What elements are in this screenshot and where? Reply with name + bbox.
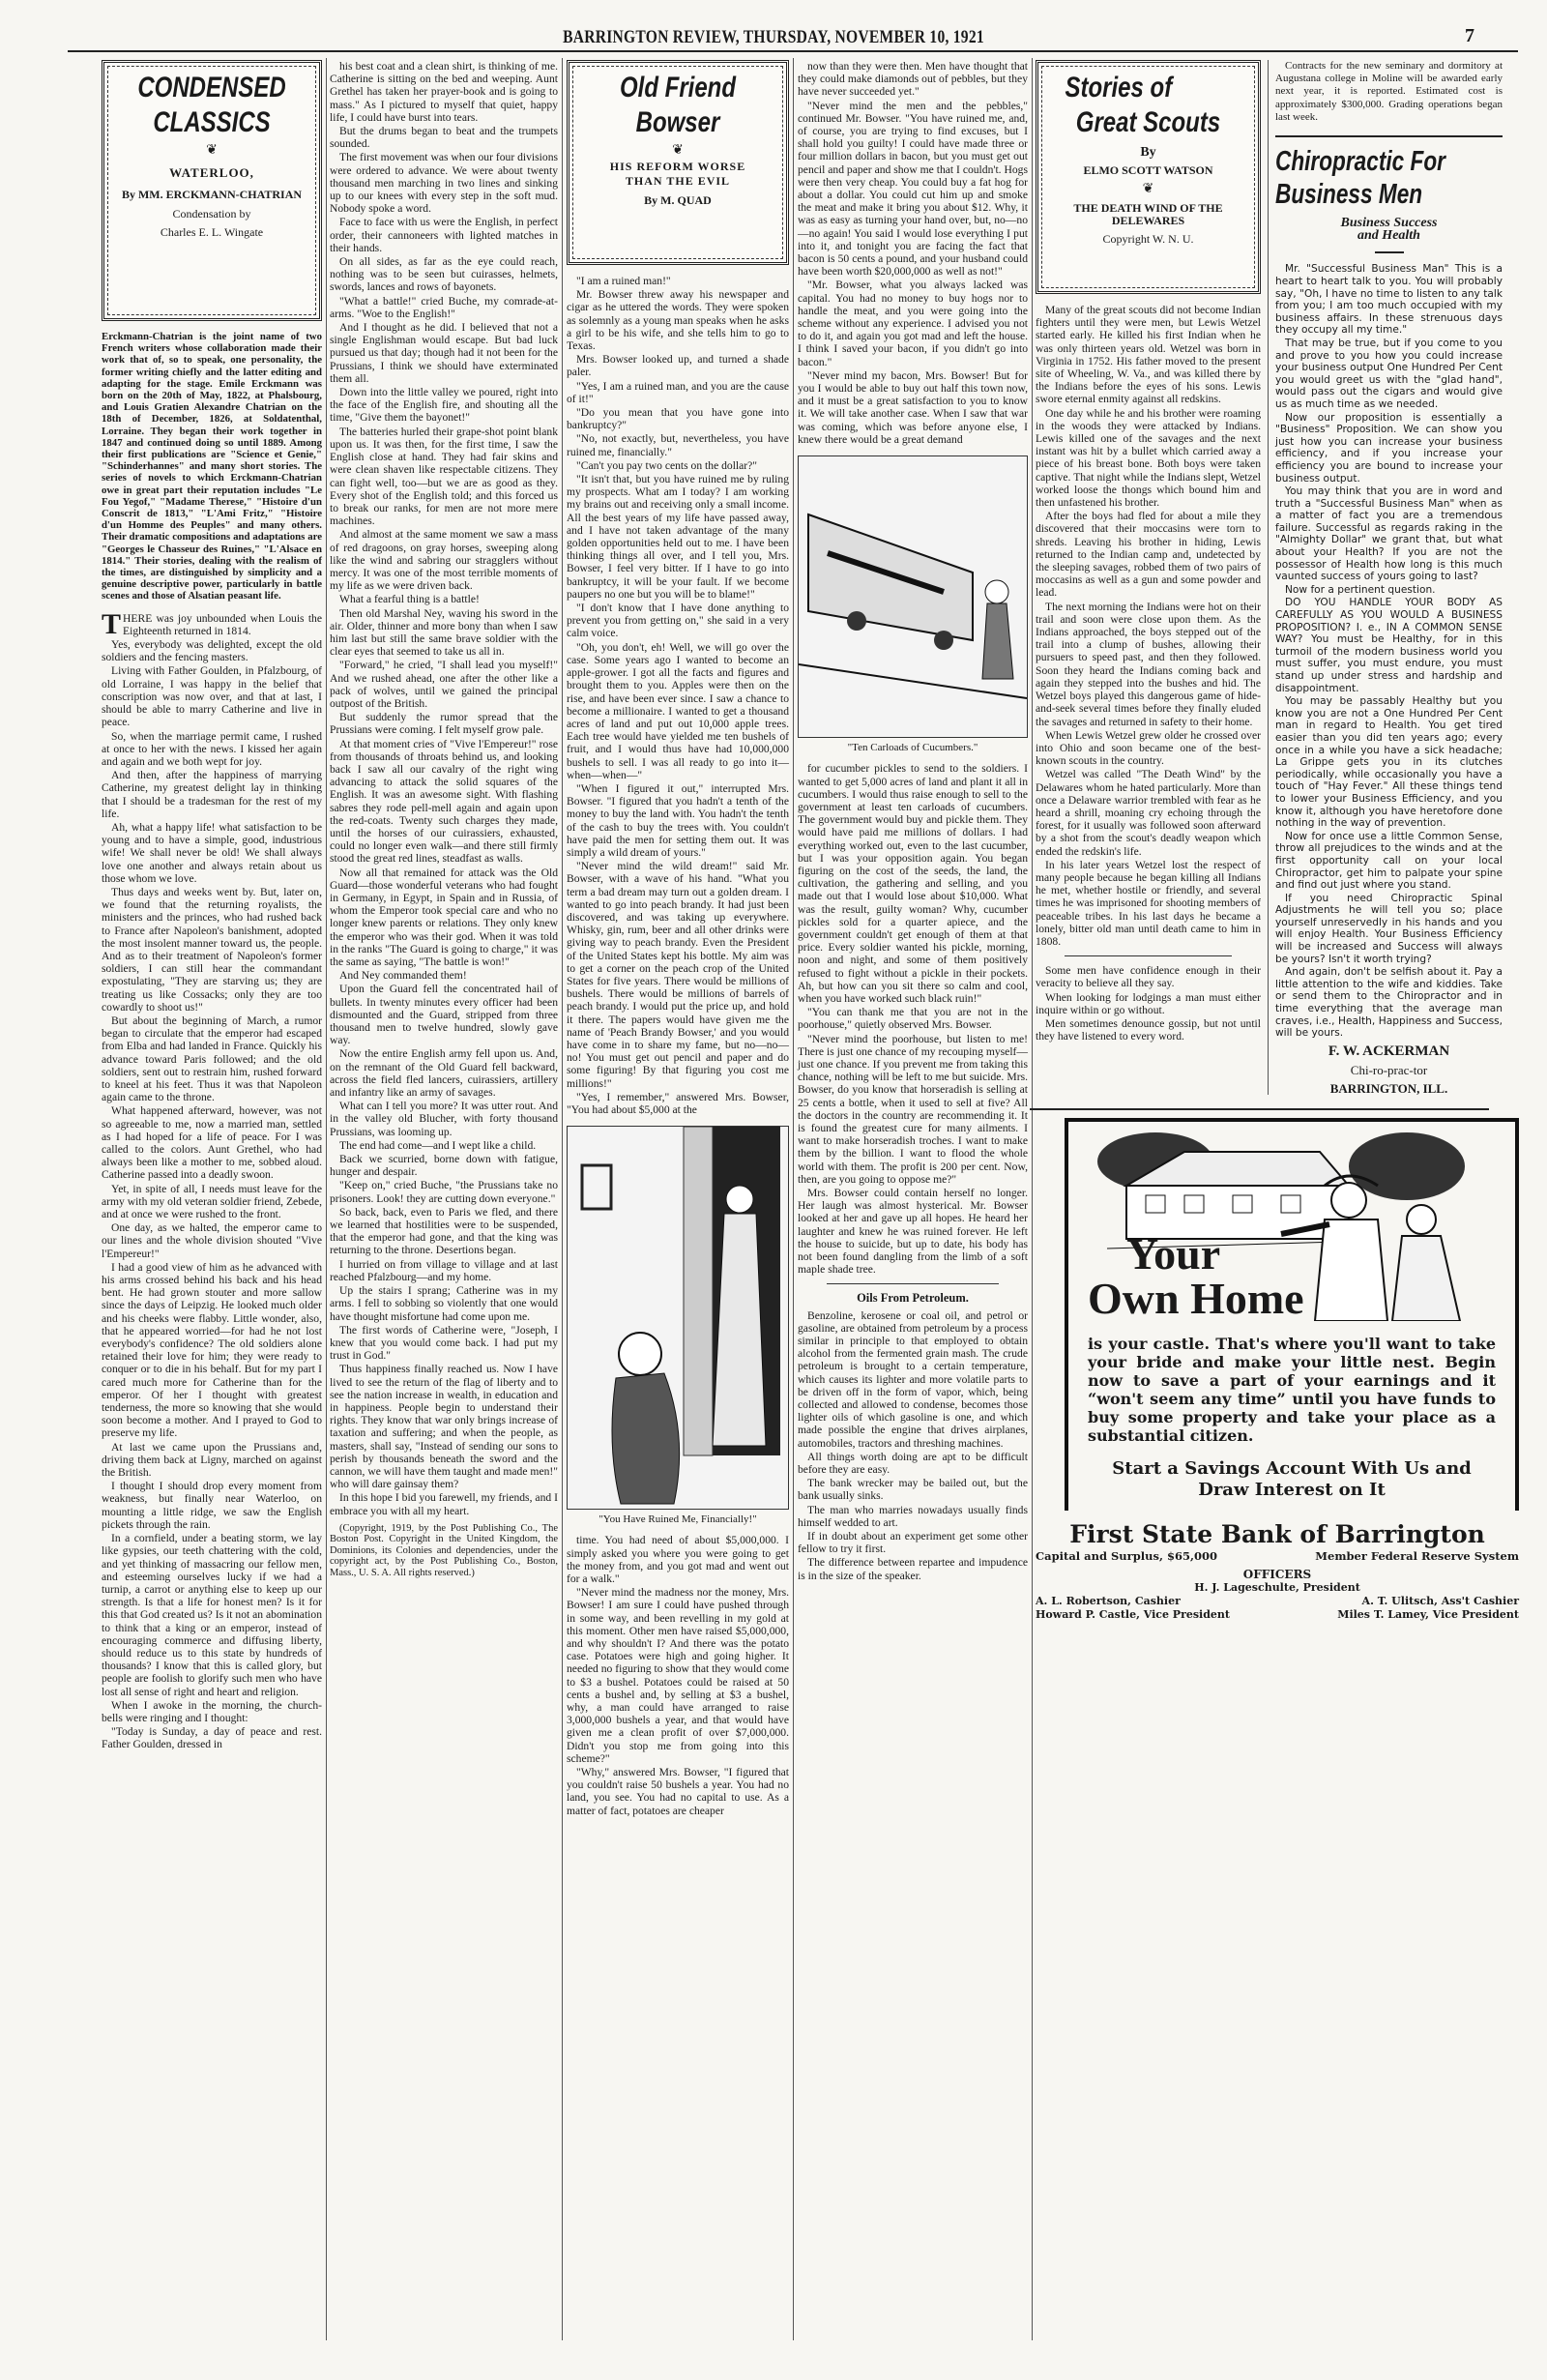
paragraph: now than they were then. Men have thought that they could make diamonds out of pebbles, but they have never succeeded yet." — [798, 60, 1028, 99]
paragraph: If in doubt about an experiment get some other fellow to try it first. — [798, 1530, 1028, 1556]
paragraph: Then old Marshal Ney, waving his sword in the air. Older, thinner and more bony than when I saw him last but still the same brave soldier with the clear eyes that seemed to take us all in. — [330, 606, 558, 659]
chiropractic-ad — [1275, 60, 1503, 1095]
paragraph: "Never mind the wild dream!" said Mr. Bowser, with a wave of his hand. "What you term a bad dream may turn out a golden dream. I wanted to go into peach brandy. It had just been discovered, and was taking up everywhere. Whisky, gin, rum, beer and all other drinks were giving way to peach brandy. Even the President of the United States kept his bottle. My aim was to get a corner on the peach crop of the United States for five years. There would be millions of bushels. There would be millions of barrels of peach brandy. I would put the price up, and hold it there. The papers would have given me the name of 'Peach Brandy Bowser,' and you would have come in to share my fame, but no—no—no! You must get out pencil and paper and do some figuring! By that figuring you cost me millions!" — [567, 860, 789, 1090]
paragraph: Now for a pertinent question. — [1285, 583, 1436, 596]
ad-frame — [1065, 1118, 1519, 1511]
paragraph: The first movement was when our four divisions were ordered to advance. We were about twenty thousand men marching in two lines and sinking up to our knees with every step in the soft mud. Nobody spoke a word. — [330, 151, 558, 216]
paragraph: Face to face with us were the English, in perfect order, their cannoneers with lighted matches in their hands. — [330, 216, 558, 254]
article-body — [798, 60, 1028, 446]
condensed-classics-heading-box — [102, 60, 322, 321]
divider — [1275, 135, 1503, 137]
paragraph: "Do you mean that you have gone into bankruptcy?" — [567, 406, 789, 432]
divider — [1065, 955, 1232, 956]
page-number: 7 — [1465, 25, 1474, 46]
paragraph: If you need Chiropractic Spinal Adjustments he will tell you so; place yourself unreservedly in his hands and you will enjoy Health. Your Business Efficiency will be increased and Success will always be yours? Isn't it worth trying? — [1275, 892, 1503, 965]
paragraph: That may be true, but if you come to you and prove to you how you could increase your business output One Hundred Per Cent you would greet us with the "glad hand", would pass out the cigars and would give us as much time as we needed. — [1275, 337, 1503, 410]
cartoon-illustration — [798, 455, 1028, 738]
paragraph: I had a good view of him as he advanced with his arms crossed behind his back and his head bent. He had grown stouter and more sallow since the days of Leipzig. He looked much older and his cheeks were flabby. Little wonder, also, that he appeared worried—for had he not lost everybody's confidence? The old soldiers alone retained their love for him; they were ready to conquer or to die in his behalf. But for my part I cared much more for Catherine than for the emperor. Of her I thought with greatest tenderness, the more so knowing that she would soon become a mother. And I prayed to God to preserve my life. — [102, 1260, 322, 1440]
chiropractic-title: Business Men — [1275, 179, 1423, 211]
paragraph: Thus happiness finally reached us. Now I have lived to see the return of the flag of liberty and to see the nation increase in wealth, in education and in happiness. People begin to understand their rights. They know that war only brings increase of taxation and suffering; and when the people, as masters, shall say, "Instead of sending our sons to perish by thousands beneath the sword and the cannon, we will have them taught and made men!" who will dare gainsay them? — [330, 1363, 558, 1491]
paragraph: Now our proposition is essentially a "Business" Proposition. We can show you just how you can increase your business efficiency, and if you increase your efficiency you are bound to increase your business output. — [1275, 411, 1503, 485]
article-body — [567, 275, 789, 1116]
filler-items — [798, 1451, 1028, 1582]
paragraph: "When I figured it out," interrupted Mrs. Bowser. "I figured that you hadn't a tenth of the money to buy the land with. You hadn't the tenth of the cash to buy the trees with. You couldn't have paid the men for setting them out. It was simply a wild dream of yours." — [567, 781, 789, 859]
paragraph: Men sometimes denounce gossip, but not until they have listened to every word. — [1036, 1016, 1261, 1043]
paragraph: One day, as we halted, the emperor came to our lines and the whole division shouted "Vive l'Empereur!" — [102, 1221, 322, 1260]
paragraph: Ah, what a happy life! what satisfaction to be young and to have a simple, good, industrious wife! We shall never be old! We shall always love one another and always retain about us those whom we love. — [102, 820, 322, 885]
ornament-icon: ❦ — [206, 143, 218, 158]
paragraph: And Ney commanded them! — [339, 969, 467, 983]
masthead: BARRINGTON REVIEW, THURSDAY, NOVEMBER 10, 1921 — [563, 27, 984, 47]
officer-president: H. J. Lageschulte, President — [1194, 1581, 1360, 1595]
article-subtitle: THE DEATH WIND OF THE DELEWARES — [1073, 200, 1223, 227]
paragraph: Now the entire English army fell upon us. And, on the remnant of the Old Guard fell backward, across the field fled lancers, cuirassiers, artillery and infantry like an army of savages. — [330, 1047, 558, 1100]
cartoon-caption: "You Have Ruined Me, Financially!" — [598, 1513, 757, 1526]
paragraph: What happened afterward, however, was not so agreeable to me, now a married man, settled as I had hoped for a life of peace. For I was called to the colors. Aunt Grethel, who had always been like a mother to me, sobbed aloud. Catherine passed into a deadly swoon. — [102, 1104, 322, 1182]
paragraph: And again, don't be selfish about it. Pay a little attention to the wife and kiddies. Take or send them to the Chiropractor and in time everything that the average man craves, i.e., Health, Happiness and Success, will be yours. — [1275, 966, 1503, 1040]
right-section — [1036, 60, 1524, 1622]
copyright-notice: (Copyright, 1919, by the Post Publishing Co., The Boston Post. Copyright in the United Kingdom, the Dominions, its Colonies and dependencies, under the copyright act, by the Post Publishing Co., Boston, Mass., U. S. A. All rights reserved.) — [330, 1522, 558, 1578]
article-body — [798, 762, 1028, 1276]
paragraph: I thought I should drop every moment from weakness, but finally near Waterloo, on mounting a little ridge, we saw the English pickets through the rain. — [102, 1480, 322, 1531]
paragraph: "Never mind my bacon, Mrs. Bowser! But for you I would be able to buy out half this town now, and it must be a great satisfaction to you to know it. We will take another case. When I saw that war was coming, which was before anyone else, I knew there would be a great demand — [798, 368, 1028, 446]
paragraph: The difference between repartee and impudence is in the size of the speaker. — [798, 1556, 1028, 1582]
column-rule — [562, 58, 563, 2340]
bowser-heading-box — [567, 60, 789, 265]
right-columns — [1036, 60, 1524, 1095]
paragraph: Living with Father Goulden, in Pfalzbourg, of old Lorraine, I was happy in the belief that conscription was now over, and that at last, I should be able to marry Catherine and live in peace. — [102, 664, 322, 729]
divider — [1375, 251, 1404, 253]
paragraph: "Never mind the poorhouse, but listen to me! There is just one chance of my recouping myself—just one chance. If you prevent me from taking this chance, nothing will be left to me but suicide. Mrs. Bowser, do you know that horseradish is selling at 25 cents a bottle, when it used to sell at five? All the doctors in the country are recommending it. It is found the greatest cure for many ailments. I want to make horseradish troches. I want to make them by the billion. I want to flood the whole world with them. The profit is 200 per cent. Now, then, are you going to oppose me?" — [798, 1032, 1028, 1186]
article-body — [102, 607, 322, 1751]
paragraph: Yet, in spite of all, I needs must leave for the army with my old veteran soldier friend, Zebede, and at once we were rushed to the front. — [102, 1182, 322, 1221]
ornament-icon: ❦ — [672, 143, 684, 158]
bank-officers — [1036, 1568, 1519, 1622]
paragraph: The bank wrecker may be bailed out, but the bank usually sinks. — [798, 1477, 1028, 1503]
paragraph: When looking for lodgings a man must either inquire within or go without. — [1036, 990, 1261, 1016]
oils-from-petroleum-heading: Oils From Petroleum. — [857, 1291, 969, 1306]
paragraph: When I awoke in the morning, the church-bells were ringing and I thought: — [102, 1698, 322, 1724]
great-scouts-article — [1036, 60, 1261, 1095]
paragraph: One day while he and his brother were roaming in the woods they were attacked by Indians. Lewis killed one of the savages and the next instant was hit by a bullet which carried away a piece of his breast bone. Both boys were taken captive. That night while the Indians slept, Wetzel worked loose the thongs which bound him and then unfastened his brother. — [1036, 406, 1261, 510]
paragraph: I hurried on from village to village and at last reached Pfalzbourg—and my home. — [330, 1257, 558, 1283]
paragraph: Many of the great scouts did not become Indian fighters until they were men, but Lewis Wetzel started early. He killed his first Indian when he was only thirteen years old. Wetzel was born in Virginia in 1752. His father moved to the present site of Wheeling, W. Va., and was killed there by the Indians before the eyes of his sons. Lewis swore eternal enmity against all redskins. — [1036, 304, 1261, 406]
ornament-icon: ❦ — [1142, 182, 1154, 197]
advertiser-location: BARRINGTON, ILL. — [1329, 1081, 1448, 1097]
ad-headline: Own Home — [1088, 1274, 1304, 1324]
paragraph: Mr. "Successful Business Man" This is a heart to heart talk to you. You will probably say, "Oh, I have no time to listen to any talk from you; I am too much occupied with my business affairs. In these strenuous days they occupy all my time." — [1275, 263, 1503, 337]
paragraph: "Why," answered Mrs. Bowser, "I figured that you couldn't raise 50 bushels a year. You had no land, you see. You had no capital to use. As a matter of fact, potatoes are cheaper — [567, 1766, 789, 1817]
augustana-contracts-item: Contracts for the new seminary and dormitory at Augustana college in Moline will be awarded early next year, it is reported. Estimated cost is approximately $300,000. Grading operations began last week. — [1275, 60, 1503, 123]
paragraph: At last we came upon the Prussians and, driving them back at Ligny, marched on against the British. — [102, 1440, 322, 1480]
officers-heading: OFFICERS — [1242, 1568, 1312, 1582]
column-rule — [1032, 58, 1033, 2340]
old-friend-bowser-article — [567, 60, 789, 1818]
paragraph: "I don't know that I have done anything to prevent you from getting on," she said in a very calm voice. — [567, 602, 789, 640]
column-rule — [326, 58, 327, 2340]
ad-headline: Your — [1126, 1229, 1221, 1279]
ad-top-rule — [1030, 1108, 1489, 1110]
article-title: CLASSICS — [153, 106, 271, 138]
paragraph: Mrs. Bowser could contain herself no longer. Her laugh was almost hysterical. Mr. Bowser looked at her and gave up all hopes. He heard her laughter and knew he was ruined forever. He left the house to suicide, but up to date, his body has not been found dangling from the limb of a soft maple shade tree. — [798, 1187, 1028, 1277]
paragraph: "Never mind the men and the pebbles," continued Mr. Bowser. "You have ruined me, and, of course, you are trying to find excuses, but I shall hold you guilty! I could have made three or four million dollars in bacon, but you must get out pencil and paper and show me that I couldn't. Hogs were then very cheap. You could buy a fat hog for about a dollar. You could cut him up and smoke the meat and make it bring you about $12. Why, it was as easy as turning your hand over, but, no—no—no again! You said I would lose everything I put into it, and tonight you are facing the fact that bacon is 50 cents a pound, and your husband could have been worth $20,000,000 as well as not!" — [798, 99, 1028, 279]
bowser-article-continued — [798, 60, 1028, 1583]
paragraph: So back, back, even to Paris we fled, and there we learned that hostilities were to be suspended, that the emperor had gone, and that the king was returning to the throne. Desertions began. — [330, 1205, 558, 1257]
article-body — [1036, 304, 1261, 948]
chiropractic-body — [1275, 263, 1503, 1039]
byline: ELMO SCOTT WATSON — [1083, 163, 1213, 178]
author-intro: Erckmann-Chatrian is the joint name of two French writers whose collaboration made their work that of, so to speak, one personality, the former writing chiefly and the latter editing and adapting for the stage. Emile Erckmann was born on the 20th of May, 1822, at Phalsbourg, and Louis Gratien Alexandre Chatrian on the 18th of December, 1826, at Soldatenthal, Lorraine. They began their work together in 1847 and continued doing so until 1889. Among their first publications are "Science et Genie," "Schinderhannes" and many short stories. The series of novels to which Erckmann-Chatrian owe in great part their reputation includes "Le Fou Yegof," "Madame Therese," "Histoire d'un Conscrit de 1813," "L'Ami Fritz," "Histoire d'un Homme des Peuples" and many others. Their dramatic compositions and adaptations are "Georges le Chasseur des Ruines," "L'Alsace en 1814." Their stories, dealing with the realism of the times, are distinguished by simplicity and a genuine descriptive power, particularly in battle scenes and those of Alsatian peasant life. — [102, 331, 322, 602]
paragraph: "What a battle!" cried Buche, my comrade-at-arms. "Woe to the English!" — [330, 294, 558, 320]
great-scouts-heading-box — [1036, 60, 1261, 294]
paragraph: The next morning the Indians were hot on their trail and soon were close upon them. As the Indians approached, the boys stepped out of the trail into a clump of bushes, allowing their pursuers to speed past, and then they followed. Soon they heard the Indians coming back and again they stepped into the bushes and hid. The Wetzel boys played this dangerous game of hide-and-seek several times before they finally eluded the savages and returned in safety to their home. — [1036, 600, 1261, 728]
paragraph: "Never mind the madness nor the money, Mrs. Bowser! I am sure I could have pushed through in some way, and been revelling in my gold at this moment. Other men have raised $5,000,000, and why shouldn't I? And there was the potato case. Potatoes were high and going higher. It needed no figuring to show that they would come to $3 a bushel. Potatoes could be raised at 50 cents a bushel and, by selling at $3 a bushel, why, a man could have arranged to raise 3,000,000 bushels a year, and that would have given me a clean profit of over $7,000,000. Didn't you stop me from going into this scheme?" — [567, 1586, 789, 1765]
oils-from-petroleum-text: Benzoline, kerosene or coal oil, and petrol or gasoline, are obtained from petroleum by a process similar in principle to that employed to obtain alcohol from the fermented grain mash. The crude petroleum is brought to a certain temperature, which causes its lighter and more volatile parts to be driven off in the form of vapor, which, being collected and allowed to condense, becomes those lighter oils of which gasoline is one, and which made possible the engine that drives airplanes, automobiles, tractors and threshing machines. — [798, 1308, 1028, 1450]
ad-top — [1088, 1128, 1496, 1324]
divider — [827, 1283, 999, 1284]
paragraph: Mrs. Bowser looked up, and turned a shade paler. — [567, 353, 789, 379]
paragraph: What a fearful thing is a battle! — [339, 593, 480, 606]
paragraph: At that moment cries of "Vive l'Empereur!" rose from thousands of throats behind us, and looking back I saw all our cavalry of the right wing advancing to attack the solid squares of the English. It was an awesome sight. With flashing sabres they rode pell-mell again and again upon the red-coats. Twenty such charges they made, until the horses of our cuirassiers, exhausted, could no longer even walk—and there still firmly stood the great red lines, steadfast as walls. — [330, 737, 558, 866]
paragraph: But about the beginning of March, a rumor began to circulate that the emperor had escaped from Elba and had landed in France. Quickly his advance toward Paris followed; and the old soldiers, sent out to restrain him, rushed forward to kneel at his feet. Thus it was that Napoleon again came to the throne. — [102, 1014, 322, 1104]
paragraph: But suddenly the rumor spread that the Prussians were coming. I felt myself grow pale. — [330, 711, 558, 737]
paragraph: You may be passably Healthy but you know you are not a One Hundred Per Cent man in regard to Health. You get tired easier than you did ten years ago; every once in a while you have a sick headache; La Grippe gets you in its clutches periodically, while occasionally you have a touch of "Hay Fever." All these things tend to lower your Business Efficiency, and you know it, although you have heretofore done nothing in the way of prevention. — [1275, 695, 1503, 830]
paragraph: Some men have confidence enough in their veracity to believe all they say. — [1036, 964, 1261, 990]
bank-membership: Member Federal Reserve System — [1315, 1549, 1519, 1564]
column-rule — [793, 58, 794, 2340]
article-title: Bowser — [635, 106, 720, 138]
paragraph: "Can't you pay two cents on the dollar?" — [576, 458, 758, 472]
chiropractic-subtitle: Business Success — [1340, 216, 1438, 231]
officer-vice-president: Miles T. Lamey, Vice President — [1337, 1608, 1519, 1622]
paragraph: "I am a ruined man!" — [576, 275, 671, 287]
byline: By M. QUAD — [644, 192, 712, 207]
condensation-credit: Condensation by — [172, 206, 251, 220]
paragraph: "Yes, I am a ruined man, and you are the cause of it!" — [567, 379, 789, 405]
ad-call-to-action: Start a Savings Account With Us and Draw Interest on It — [1112, 1458, 1472, 1501]
article-title: Old Friend — [620, 72, 736, 103]
cartoon-cucumber-railcars — [799, 456, 1027, 737]
paragraph: On all sides, as far as the eye could reach, nothing was to be seen but cuirasses, helmets, swords, lances and rows of bayonets. — [330, 255, 558, 294]
advertiser-name: F. W. ACKERMAN — [1328, 1043, 1450, 1059]
paragraph: Upon the Guard fell the concentrated hail of bullets. In twenty minutes every officer had been dismounted and the Guard, stripped from three thousand men to twelve hundred, slowly gave way. — [330, 983, 558, 1047]
paragraph: "Keep on," cried Buche, "the Prussians take no prisoners. Look! they are cutting down everyone." — [330, 1179, 558, 1205]
paragraph: In his later years Wetzel lost the respect of many people because he began killing all Indians he met, whether hostile or friendly, and several times he was imprisoned for shooting members of peaceable tribes. In his last days he became a lonely, bitter old man until death came to him in 1808. — [1036, 858, 1261, 948]
paragraph: DO YOU HANDLE YOUR BODY AS CAREFULLY AS YOU WOULD A BUSINESS PROPOSITION? I. e., IN A COMMON SENSE WAY? You must be Healthy, for in this turmoil of the modern business world you must suffer, you must endure, you must stand up under stress and hardship and disappointment. — [1275, 597, 1503, 694]
article-title: Great Scouts — [1075, 106, 1221, 138]
paragraph: You may think that you are in word and truth a "Successful Business Man" when as a matter of fact you are a tremendous failure. Successful as regards raking in the "Almighty Dollar" we grant that, but what about your Health? If you are not the possessor of Health how long is this much vaunted success of yours going to last? — [1275, 485, 1503, 583]
paragraph: After the boys had fled for about a mile they discovered that their moccasins were torn to shreds. Leaving his brother in hiding, Lewis returned to the Indian camp and, undetected by the sleeping savages, robbed them of two pairs of moccasins as well as a gun and some powder and lead. — [1036, 510, 1261, 600]
paragraph: Now all that remained for attack was the Old Guard—those wonderful veterans who had fought in Germany, in Egypt, in Spain and in Russia, of whom the Emperor took special care and who no longer knew parents or relations. They only knew the emperor who was their god. When it was told in the ranks "The Guard is going to charge," it was the same as saying, "The battle is won!" — [330, 866, 558, 969]
paragraph: Up the stairs I sprang; Catherine was in my arms. I fell to sobbing so violently that one would have thought misfortune had come upon me. — [330, 1284, 558, 1323]
advertiser-title: Chi-ro-prac-tor — [1350, 1063, 1428, 1078]
article-body — [330, 60, 558, 1517]
paragraph: Back we scurried, borne down with fatigue, hunger and despair. — [330, 1153, 558, 1179]
paragraph: his best coat and a clean shirt, is thinking of me. Catherine is sitting on the bed and weeping. Aunt Grethel has taken her prayer-book and is going to mass." As I pictured to myself that quiet, happy life, I could have burst into tears. — [330, 60, 558, 124]
article-subtitle: WATERLOO, — [169, 165, 254, 181]
paragraph: And I thought as he did. I believed that not a single Englishman would escape. But bad luck pursued us that day; though had it not been for the Prussians, I think we should have exterminated them all. — [330, 321, 558, 385]
paragraph: "Today is Sunday, a day of peace and rest. Father Goulden, dressed in — [102, 1725, 322, 1751]
officer-vice-president: Howard P. Castle, Vice President — [1036, 1608, 1230, 1622]
paragraph: When Lewis Wetzel grew older he crossed over into Ohio and soon became one of the best-known scouts in the country. — [1036, 728, 1261, 768]
article-subtitle: THAN THE EVIL — [625, 174, 731, 189]
paragraph: Yes, everybody was delighted, except the old soldiers and the fencing masters. — [102, 638, 322, 664]
officer-cashier: A. L. Robertson, Cashier — [1036, 1595, 1181, 1608]
byline: By MM. ERCKMANN-CHATRIAN — [121, 188, 303, 202]
paragraph: "You can thank me that you are not in the poorhouse," quietly observed Mrs. Bowser. — [798, 1006, 1028, 1032]
ad-body-text: is your castle. That's where you'll want to take your bride and make your little nest. Begin now to save a part of your earnings and it “won't seem any time” until you have funds to buy some property and take your place as a substantial citizen. — [1088, 1335, 1496, 1446]
bank-advertisement — [1036, 1118, 1519, 1622]
article-title: CONDENSED — [137, 72, 286, 103]
paragraph: Wetzel was called "The Death Wind" by the Delawares whom he hated particularly. More than once a Delaware warrior trembled with fear as he heard a shrill, moaning cry echoing through the forest, for it usually was followed soon afterward by a shot from the scout's deadly weapon which ended the redskin's life. — [1036, 768, 1261, 858]
chiropractic-subtitle: and Health — [1357, 228, 1420, 244]
condensed-classics-article — [102, 60, 322, 1752]
condensed-classics-continued — [330, 60, 558, 1579]
article-title: Stories of — [1065, 72, 1173, 103]
article-subtitle: HIS REFORM WORSE — [609, 160, 746, 174]
column-rule — [1268, 60, 1269, 1095]
paragraph: So, when the marriage permit came, I rushed at once to her with the news. I kissed her again and again and we both wept for joy. — [102, 729, 322, 768]
byline-by: By — [1140, 145, 1156, 160]
paragraph: "Yes, I remember," answered Mrs. Bowser, "You had about $5,000 at the — [567, 1090, 789, 1116]
paragraph: The batteries hurled their grape-shot point blank upon us. It was then, for the first time, I saw the English close at hand. They had fair skins and were clean shaven like respectable citizens. They can fight well, too—but we are as good as they. Every shot of the English told; and this forced us to break our ranks, for men are not more mere machines. — [330, 425, 558, 528]
condensation-credit: Charles E. L. Wingate — [160, 224, 264, 239]
paragraph: THERE was joy unbounded when Louis the Eighteenth returned in 1814. — [102, 607, 322, 640]
paragraph: And almost at the same moment we saw a mass of red dragoons, on gray horses, sweeping along like the wind and sabring our stragglers without mercy. It was one of the most terrible moments of my life as we were driven back. — [330, 528, 558, 593]
article-body — [567, 1534, 789, 1816]
paragraph: In a cornfield, under a beating storm, we lay like gypsies, our teeth chattering with the cold, and yet thinking of massacring our fellow men, and esteeming ourselves lucky if we had a turnip, a carrot or anything else to keep up our strength. Is that a life for honest men? Is it for this that God created us? Is it not an abomination to think that a king or an emperor, instead of encouraging commerce and diffusing liberty, should reduce us to this state by hundreds of thousands? I know that this is called glory, but people are foolish to glorify such men who have lost all sense of right and heart and religion. — [102, 1532, 322, 1698]
ad-headline-block — [1088, 1229, 1304, 1324]
paragraph: "Oh, you don't, eh! Well, we will go over the case. Some years ago I wanted to become an apple-grower. I got all the facts and figures and brought them to you. Apples were then on the rise, and have been ever since. I saw a chance to become a millionaire. I wanted to get a thousand acres of land and put out 10,000 apple trees. Each tree would have yielded me ten bushels of fruit, and I would thus have had 10,000,000 bushels to sell. I was all ready to go into it—when—when—" — [567, 640, 789, 781]
bank-name: First State Bank of Barrington — [1069, 1520, 1485, 1549]
copyright-notice: Copyright W. N. U. — [1102, 232, 1194, 247]
cartoon-bowser-and-wife — [568, 1127, 788, 1509]
paragraph: But the drums began to beat and the trumpets sounded. — [330, 125, 558, 151]
paragraph: The end had come—and I wept like a child. — [339, 1138, 537, 1152]
paragraph: for cucumber pickles to send to the soldiers. I wanted to get 5,000 acres of land and plant it all in cucumbers. I would thus raise enough to sell to the government at least ten carloads of cucumbers. The government would buy and pickle them. They would have paid me millions of dollars. I had everything worked out, even to the last cucumber, but I was your opposition again. You began figuring on the cost of the seeds, the land, the cultivation, the gathering and selling, and you made out that I would lose about $10,000. What was the result, guilty woman? Why, cucumber pickles sold for a quarter apiece, and the government couldn't get enough of them at that price. Every soldier wanted his pickle, morning, noon and night, and some of them positively refused to fight without a pickle in their pockets. Ah, but how can you sit there so calm and cool, when you have worked such black ruin!" — [798, 762, 1028, 1005]
paragraph: The first words of Catherine were, "Joseph, I knew that you would come back. I had put my trust in God." — [330, 1323, 558, 1363]
paragraph: Mr. Bowser threw away his newspaper and cigar as he uttered the words. They were spoken as solemnly as a young man speaks when he asks a girl to be his wife, and she tells him to go to Texas. — [567, 288, 789, 353]
paragraph: "Mr. Bowser, what you always lacked was capital. You had no money to buy hogs nor to handle the meat, and you were going into the scheme without any experience. I advised you not to do it, and again you got mad and left the house. I think I saved your bacon, if you didn't go into bacon." — [798, 279, 1028, 368]
officer-asst-cashier: A. T. Ulitsch, Ass't Cashier — [1361, 1595, 1519, 1608]
paragraph: "Forward," he cried, "I shall lead you myself!" And we rushed ahead, one after the other like a pack of wolves, until we gained the principal outpost of the British. — [330, 659, 558, 710]
paragraph: "It isn't that, but you have ruined me by ruling my prospects. What am I today? I am working my brains out and receiving only a small income. All the best years of my life have passed away, and I have not taken advantage of the many golden opportunities held out to me. I have been thinking things all over, and I tell you, Mrs. Bowser, I feel very bitter. If I have to go into bankruptcy, it will be your fault. If we become paupers no one but you will be to blame!" — [567, 473, 789, 601]
cartoon-caption: "Ten Carloads of Cucumbers." — [847, 742, 978, 754]
paragraph: All things worth doing are apt to be difficult before they are easy. — [798, 1450, 1028, 1477]
drop-cap: T — [102, 607, 122, 640]
paragraph: What can I tell you more? It was utter rout. And in the valley old Blucher, with forty thousand Prussians, was looming up. — [330, 1100, 558, 1138]
cartoon-illustration — [567, 1126, 789, 1510]
chiropractic-title: Chiropractic For — [1275, 146, 1445, 178]
paragraph: time. You had need of about $5,000,000. I simply asked you where you were going to get the money from, and you got mad and went out for a walk." — [567, 1534, 789, 1586]
paragraph: And then, after the happiness of marrying Catherine, my greatest delight lay in thinking that I should be a tradesman for the rest of my life. — [102, 769, 322, 820]
filler-items — [1036, 964, 1261, 1043]
paragraph: Thus days and weeks went by. But, later on, we found that the returning royalists, the ministers and the princes, who had rushed back to France after Napoleon's banishment, adopted the most insolent manner toward us, the people. And as to their treatment of Napoleon's former soldiers, I can still hear the commandant expostulating, "They are starving us; they are treating us like Cossacks; only they are too cowardly to shoot us!" — [102, 885, 322, 1014]
paragraph: Now for once use a little Common Sense, throw all prejudices to the winds and at the first opportunity call on your local Chiropractor, get him to palpate your spine and find out just where you stand. — [1275, 830, 1503, 892]
paragraph: The man who marries nowadays usually finds himself wedded to art. — [798, 1503, 1028, 1529]
paragraph: Down into the little valley we poured, right into the face of the English fire, and shouting all the time, "Give them the bayonet!" — [330, 386, 558, 425]
bank-capital: Capital and Surplus, $65,000 — [1036, 1549, 1217, 1564]
header-rule — [68, 50, 1518, 52]
paragraph: In this hope I bid you farewell, my friends, and I embrace you with all my heart. — [330, 1491, 558, 1517]
paragraph: "No, not exactly, but, nevertheless, you have ruined me, financially." — [567, 432, 789, 458]
